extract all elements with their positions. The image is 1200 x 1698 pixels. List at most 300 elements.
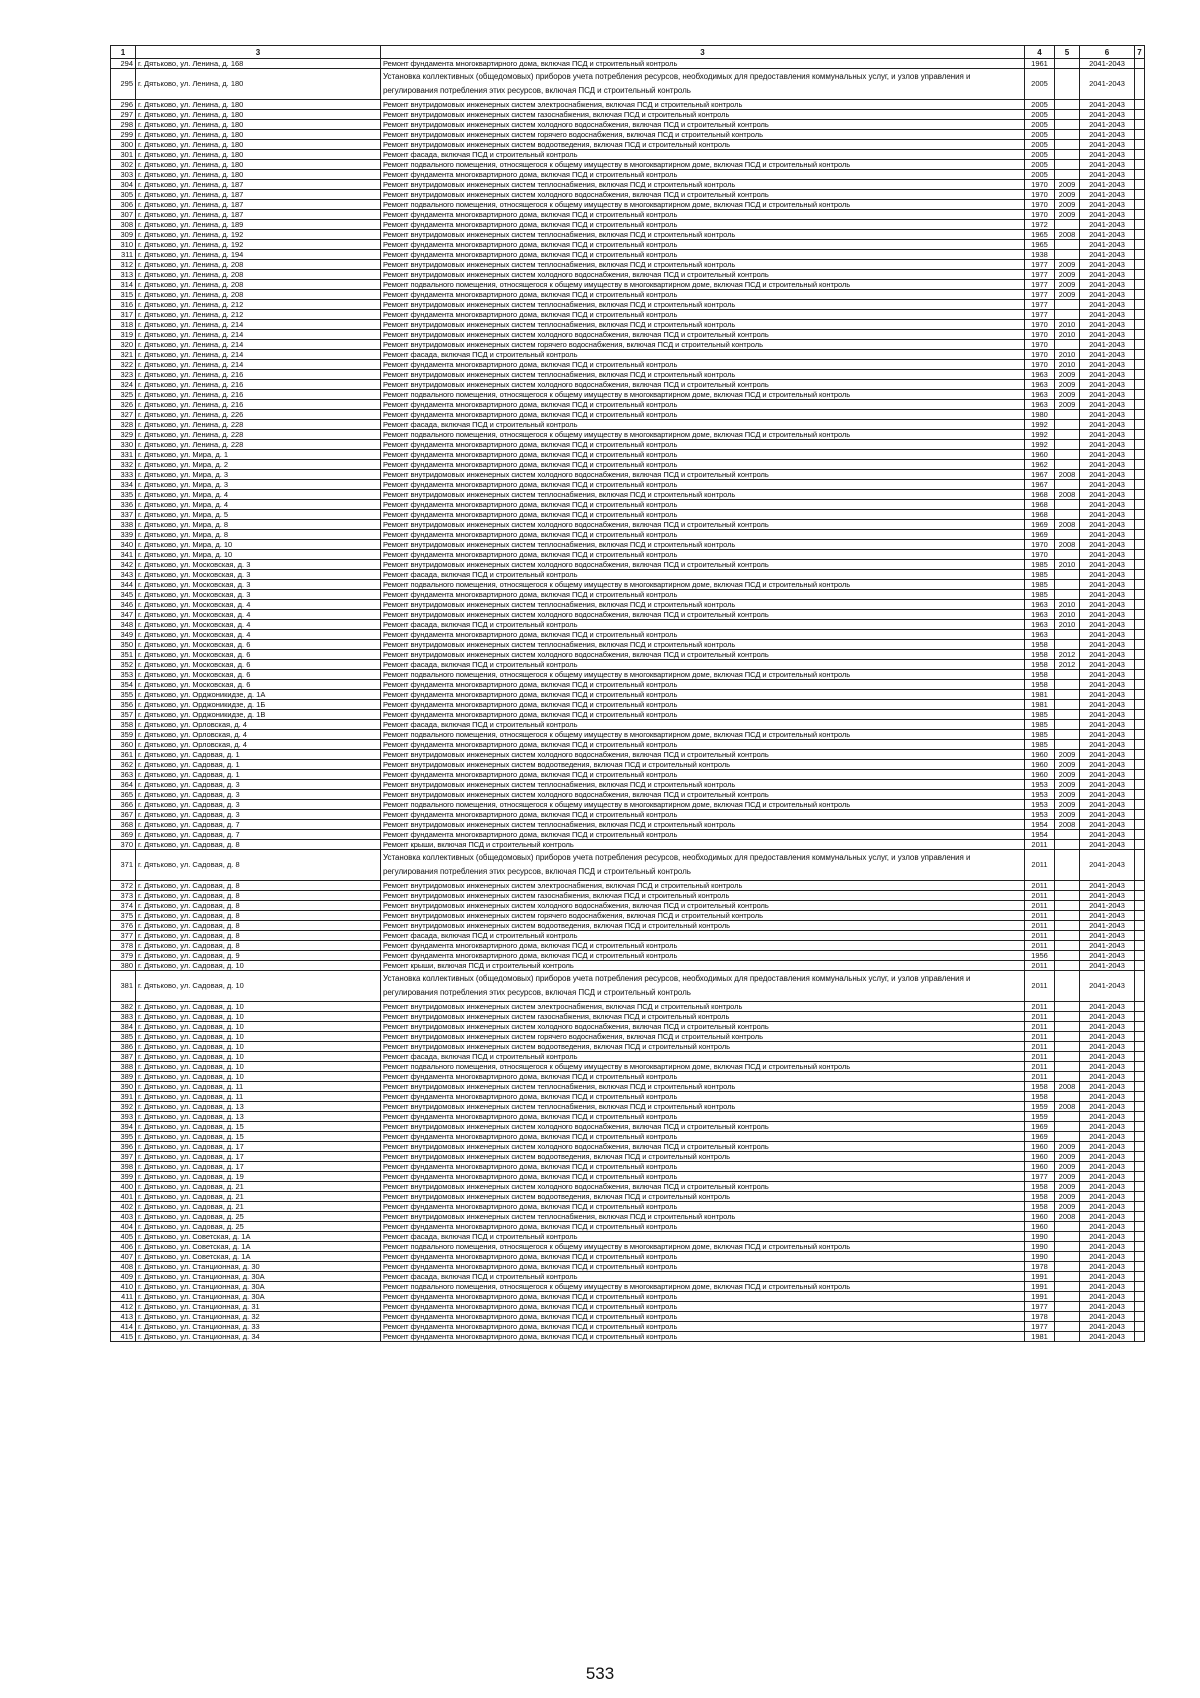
address-cell: г. Дятьково, ул. Мира, д. 4	[136, 490, 381, 500]
repair-schedule-table-container	[110, 45, 1144, 1342]
planned-period-cell: 2041-2043	[1080, 500, 1135, 510]
row-number-cell: 393	[111, 1112, 136, 1122]
planned-period-cell: 2041-2043	[1080, 901, 1135, 911]
planned-period-cell: 2041-2043	[1080, 550, 1135, 560]
address-cell: г. Дятьково, ул. Садовая, д. 10	[136, 1062, 381, 1072]
address-cell: г. Дятьково, ул. Московская, д. 4	[136, 600, 381, 610]
commission-year-cell: 1970	[1025, 540, 1055, 550]
work-type-cell: Ремонт фундамента многоквартирного дома, включая ПСД и строительный контроль	[381, 530, 1025, 540]
last-repair-year-cell	[1055, 1292, 1080, 1302]
commission-year-cell: 1985	[1025, 590, 1055, 600]
address-cell: г. Дятьково, ул. Садовая, д. 15	[136, 1122, 381, 1132]
table-row	[111, 580, 1145, 590]
address-cell: г. Дятьково, ул. Ленина, д. 214	[136, 340, 381, 350]
note-cell	[1135, 330, 1145, 340]
address-cell: г. Дятьково, ул. Московская, д. 4	[136, 620, 381, 630]
last-repair-year-cell	[1055, 1062, 1080, 1072]
last-repair-year-cell	[1055, 250, 1080, 260]
row-number-cell: 349	[111, 630, 136, 640]
table-row	[111, 971, 1145, 1002]
address-cell: г. Дятьково, ул. Садовая, д. 3	[136, 780, 381, 790]
work-type-cell: Ремонт фундамента многоквартирного дома, включая ПСД и строительный контроль	[381, 220, 1025, 230]
note-cell	[1135, 1172, 1145, 1182]
address-cell: г. Дятьково, ул. Московская, д. 3	[136, 560, 381, 570]
row-number-cell: 364	[111, 780, 136, 790]
note-cell	[1135, 1132, 1145, 1142]
table-row	[111, 1132, 1145, 1142]
commission-year-cell: 2005	[1025, 160, 1055, 170]
repair-schedule-table	[110, 45, 1145, 1342]
table-row	[111, 430, 1145, 440]
work-type-cell: Ремонт внутридомовых инженерных систем холодного водоснабжения, включая ПСД и строительный контроль	[381, 901, 1025, 911]
address-cell: г. Дятьково, ул. Мира, д. 10	[136, 540, 381, 550]
address-cell: г. Дятьково, ул. Садовая, д. 8	[136, 850, 381, 881]
row-number-cell: 415	[111, 1332, 136, 1342]
planned-period-cell: 2041-2043	[1080, 69, 1135, 100]
planned-period-cell: 2041-2043	[1080, 1182, 1135, 1192]
table-row	[111, 590, 1145, 600]
commission-year-cell: 1978	[1025, 1262, 1055, 1272]
last-repair-year-cell: 2009	[1055, 1172, 1080, 1182]
last-repair-year-cell	[1055, 1022, 1080, 1032]
commission-year-cell: 1990	[1025, 1232, 1055, 1242]
table-body	[111, 59, 1145, 1342]
commission-year-cell: 1977	[1025, 1322, 1055, 1332]
commission-year-cell: 1958	[1025, 1202, 1055, 1212]
row-number-cell: 413	[111, 1312, 136, 1322]
commission-year-cell: 1970	[1025, 340, 1055, 350]
address-cell: г. Дятьково, ул. Ленина, д. 214	[136, 360, 381, 370]
work-type-cell: Ремонт фундамента многоквартирного дома, включая ПСД и строительный контроль	[381, 460, 1025, 470]
work-type-cell: Ремонт внутридомовых инженерных систем холодного водоснабжения, включая ПСД и строительный контроль	[381, 1142, 1025, 1152]
row-number-cell: 390	[111, 1082, 136, 1092]
last-repair-year-cell: 2010	[1055, 350, 1080, 360]
table-row	[111, 1092, 1145, 1102]
work-type-cell: Ремонт фундамента многоквартирного дома, включая ПСД и строительный контроль	[381, 710, 1025, 720]
planned-period-cell: 2041-2043	[1080, 790, 1135, 800]
table-row	[111, 390, 1145, 400]
address-cell: г. Дятьково, ул. Садовая, д. 10	[136, 1072, 381, 1082]
table-row	[111, 160, 1145, 170]
work-type-cell: Ремонт фундамента многоквартирного дома, включая ПСД и строительный контроль	[381, 951, 1025, 961]
address-cell: г. Дятьково, ул. Мира, д. 10	[136, 550, 381, 560]
last-repair-year-cell	[1055, 911, 1080, 921]
commission-year-cell: 1969	[1025, 1132, 1055, 1142]
commission-year-cell: 1968	[1025, 500, 1055, 510]
note-cell	[1135, 1232, 1145, 1242]
note-cell	[1135, 1182, 1145, 1192]
note-cell	[1135, 170, 1145, 180]
last-repair-year-cell	[1055, 901, 1080, 911]
table-row	[111, 220, 1145, 230]
address-cell: г. Дятьково, ул. Мира, д. 4	[136, 500, 381, 510]
work-type-cell: Ремонт фундамента многоквартирного дома, включая ПСД и строительный контроль	[381, 1202, 1025, 1212]
planned-period-cell: 2041-2043	[1080, 1162, 1135, 1172]
note-cell	[1135, 700, 1145, 710]
work-type-cell: Установка коллективных (общедомовых) приборов учета потребления ресурсов, необходимых для предоставления коммунальных услуг, и узлов управления и регулирования потребления этих ресурсов, включая ПСД и строительный контроль	[381, 850, 1025, 881]
last-repair-year-cell	[1055, 630, 1080, 640]
commission-year-cell: 1969	[1025, 530, 1055, 540]
commission-year-cell: 1960	[1025, 1152, 1055, 1162]
note-cell	[1135, 961, 1145, 971]
note-cell	[1135, 350, 1145, 360]
work-type-cell: Ремонт подвального помещения, относящегося к общему имуществу в многоквартирном доме, включая ПСД и строительный контроль	[381, 670, 1025, 680]
address-cell: г. Дятьково, ул. Орловская, д. 4	[136, 720, 381, 730]
commission-year-cell: 1985	[1025, 560, 1055, 570]
address-cell: г. Дятьково, ул. Ленина, д. 212	[136, 300, 381, 310]
planned-period-cell: 2041-2043	[1080, 1022, 1135, 1032]
row-number-cell: 319	[111, 330, 136, 340]
commission-year-cell: 1958	[1025, 1192, 1055, 1202]
address-cell: г. Дятьково, ул. Орджоникидзе, д. 1Б	[136, 700, 381, 710]
planned-period-cell: 2041-2043	[1080, 840, 1135, 850]
commission-year-cell: 1985	[1025, 730, 1055, 740]
row-number-cell: 391	[111, 1092, 136, 1102]
commission-year-cell: 1970	[1025, 190, 1055, 200]
work-type-cell: Ремонт крыши, включая ПСД и строительный контроль	[381, 840, 1025, 850]
last-repair-year-cell	[1055, 500, 1080, 510]
address-cell: г. Дятьково, ул. Станционная, д. 33	[136, 1322, 381, 1332]
planned-period-cell: 2041-2043	[1080, 600, 1135, 610]
row-number-cell: 311	[111, 250, 136, 260]
note-cell	[1135, 941, 1145, 951]
work-type-cell: Ремонт фундамента многоквартирного дома, включая ПСД и строительный контроль	[381, 1072, 1025, 1082]
planned-period-cell: 2041-2043	[1080, 1062, 1135, 1072]
work-type-cell: Ремонт фундамента многоквартирного дома, включая ПСД и строительный контроль	[381, 1332, 1025, 1342]
row-number-cell: 332	[111, 460, 136, 470]
row-number-cell: 396	[111, 1142, 136, 1152]
planned-period-cell: 2041-2043	[1080, 430, 1135, 440]
row-number-cell: 411	[111, 1292, 136, 1302]
commission-year-cell: 2011	[1025, 961, 1055, 971]
commission-year-cell: 1980	[1025, 410, 1055, 420]
note-cell	[1135, 1122, 1145, 1132]
address-cell: г. Дятьково, ул. Садовая, д. 25	[136, 1212, 381, 1222]
planned-period-cell: 2041-2043	[1080, 830, 1135, 840]
last-repair-year-cell	[1055, 1252, 1080, 1262]
work-type-cell: Ремонт фундамента многоквартирного дома, включая ПСД и строительный контроль	[381, 1292, 1025, 1302]
commission-year-cell: 1970	[1025, 180, 1055, 190]
last-repair-year-cell: 2008	[1055, 820, 1080, 830]
table-row	[111, 921, 1145, 931]
table-row	[111, 710, 1145, 720]
table-row	[111, 610, 1145, 620]
table-row	[111, 770, 1145, 780]
commission-year-cell: 1967	[1025, 470, 1055, 480]
last-repair-year-cell	[1055, 951, 1080, 961]
note-cell	[1135, 1082, 1145, 1092]
note-cell	[1135, 430, 1145, 440]
address-cell: г. Дятьково, ул. Садовая, д. 10	[136, 961, 381, 971]
last-repair-year-cell: 2012	[1055, 660, 1080, 670]
work-type-cell: Ремонт подвального помещения, относящегося к общему имуществу в многоквартирном доме, включая ПСД и строительный контроль	[381, 1242, 1025, 1252]
row-number-cell: 347	[111, 610, 136, 620]
last-repair-year-cell	[1055, 110, 1080, 120]
planned-period-cell: 2041-2043	[1080, 1202, 1135, 1212]
commission-year-cell: 1977	[1025, 1302, 1055, 1312]
address-cell: г. Дятьково, ул. Садовая, д. 8	[136, 921, 381, 931]
address-cell: г. Дятьково, ул. Мира, д. 1	[136, 450, 381, 460]
note-cell	[1135, 590, 1145, 600]
work-type-cell: Ремонт фундамента многоквартирного дома, включая ПСД и строительный контроль	[381, 170, 1025, 180]
row-number-cell: 344	[111, 580, 136, 590]
table-row	[111, 690, 1145, 700]
last-repair-year-cell	[1055, 430, 1080, 440]
address-cell: г. Дятьково, ул. Садовая, д. 19	[136, 1172, 381, 1182]
work-type-cell: Ремонт фундамента многоквартирного дома, включая ПСД и строительный контроль	[381, 250, 1025, 260]
table-row	[111, 360, 1145, 370]
note-cell	[1135, 1262, 1145, 1272]
planned-period-cell: 2041-2043	[1080, 1262, 1135, 1272]
table-row	[111, 600, 1145, 610]
address-cell: г. Дятьково, ул. Ленина, д. 208	[136, 280, 381, 290]
last-repair-year-cell	[1055, 590, 1080, 600]
commission-year-cell: 2005	[1025, 110, 1055, 120]
last-repair-year-cell	[1055, 891, 1080, 901]
note-cell	[1135, 650, 1145, 660]
table-row	[111, 490, 1145, 500]
table-row	[111, 670, 1145, 680]
address-cell: г. Дятьково, ул. Ленина, д. 214	[136, 350, 381, 360]
note-cell	[1135, 450, 1145, 460]
planned-period-cell: 2041-2043	[1080, 1322, 1135, 1332]
planned-period-cell: 2041-2043	[1080, 470, 1135, 480]
address-cell: г. Дятьково, ул. Станционная, д. 30	[136, 1262, 381, 1272]
last-repair-year-cell	[1055, 1242, 1080, 1252]
work-type-cell: Ремонт фундамента многоквартирного дома, включая ПСД и строительный контроль	[381, 690, 1025, 700]
planned-period-cell: 2041-2043	[1080, 280, 1135, 290]
table-row	[111, 1292, 1145, 1302]
address-cell: г. Дятьково, ул. Садовая, д. 7	[136, 820, 381, 830]
table-row	[111, 520, 1145, 530]
last-repair-year-cell: 2009	[1055, 1162, 1080, 1172]
work-type-cell: Ремонт фасада, включая ПСД и строительный контроль	[381, 1232, 1025, 1242]
address-cell: г. Дятьково, ул. Ленина, д. 192	[136, 240, 381, 250]
work-type-cell: Ремонт внутридомовых инженерных систем холодного водоснабжения, включая ПСД и строительный контроль	[381, 190, 1025, 200]
note-cell	[1135, 400, 1145, 410]
commission-year-cell: 2011	[1025, 881, 1055, 891]
address-cell: г. Дятьково, ул. Московская, д. 6	[136, 640, 381, 650]
note-cell	[1135, 1102, 1145, 1112]
column-number-header: 1	[111, 46, 136, 59]
address-cell: г. Дятьково, ул. Станционная, д. 30А	[136, 1272, 381, 1282]
note-cell	[1135, 600, 1145, 610]
row-number-cell: 366	[111, 800, 136, 810]
table-row	[111, 1102, 1145, 1112]
commission-year-cell: 1978	[1025, 1312, 1055, 1322]
commission-year-cell: 1968	[1025, 510, 1055, 520]
planned-period-cell: 2041-2043	[1080, 1082, 1135, 1092]
commission-year-cell: 1972	[1025, 220, 1055, 230]
last-repair-year-cell: 2009	[1055, 780, 1080, 790]
address-cell: г. Дятьково, ул. Ленина, д. 212	[136, 310, 381, 320]
planned-period-cell: 2041-2043	[1080, 1282, 1135, 1292]
work-type-cell: Ремонт фундамента многоквартирного дома, включая ПСД и строительный контроль	[381, 240, 1025, 250]
address-cell: г. Дятьково, ул. Ленина, д. 180	[136, 150, 381, 160]
last-repair-year-cell: 2009	[1055, 1182, 1080, 1192]
commission-year-cell: 2011	[1025, 1022, 1055, 1032]
planned-period-cell: 2041-2043	[1080, 460, 1135, 470]
commission-year-cell: 2005	[1025, 170, 1055, 180]
work-type-cell: Ремонт подвального помещения, относящегося к общему имуществу в многоквартирном доме, включая ПСД и строительный контроль	[381, 200, 1025, 210]
note-cell	[1135, 1282, 1145, 1292]
table-row	[111, 1282, 1145, 1292]
commission-year-cell: 1981	[1025, 700, 1055, 710]
work-type-cell: Ремонт фундамента многоквартирного дома, включая ПСД и строительный контроль	[381, 770, 1025, 780]
note-cell	[1135, 780, 1145, 790]
row-number-cell: 398	[111, 1162, 136, 1172]
commission-year-cell: 2011	[1025, 1052, 1055, 1062]
last-repair-year-cell: 2009	[1055, 180, 1080, 190]
row-number-cell: 405	[111, 1232, 136, 1242]
note-cell	[1135, 760, 1145, 770]
row-number-cell: 385	[111, 1032, 136, 1042]
commission-year-cell: 1959	[1025, 1102, 1055, 1112]
row-number-cell: 403	[111, 1212, 136, 1222]
table-row	[111, 69, 1145, 100]
note-cell	[1135, 570, 1145, 580]
address-cell: г. Дятьково, ул. Садовая, д. 10	[136, 971, 381, 1002]
last-repair-year-cell	[1055, 931, 1080, 941]
work-type-cell: Ремонт фундамента многоквартирного дома, включая ПСД и строительный контроль	[381, 1132, 1025, 1142]
work-type-cell: Ремонт фундамента многоквартирного дома, включая ПСД и строительный контроль	[381, 630, 1025, 640]
work-type-cell: Ремонт фундамента многоквартирного дома, включая ПСД и строительный контроль	[381, 700, 1025, 710]
row-number-cell: 294	[111, 59, 136, 69]
commission-year-cell: 1985	[1025, 710, 1055, 720]
row-number-cell: 397	[111, 1152, 136, 1162]
row-number-cell: 410	[111, 1282, 136, 1292]
table-row	[111, 1032, 1145, 1042]
planned-period-cell: 2041-2043	[1080, 1242, 1135, 1252]
note-cell	[1135, 921, 1145, 931]
row-number-cell: 322	[111, 360, 136, 370]
row-number-cell: 297	[111, 110, 136, 120]
work-type-cell: Ремонт внутридомовых инженерных систем холодного водоснабжения, включая ПСД и строительный контроль	[381, 610, 1025, 620]
row-number-cell: 317	[111, 310, 136, 320]
note-cell	[1135, 620, 1145, 630]
planned-period-cell: 2041-2043	[1080, 640, 1135, 650]
note-cell	[1135, 1092, 1145, 1102]
address-cell: г. Дятьково, ул. Ленина, д. 208	[136, 270, 381, 280]
work-type-cell: Ремонт фундамента многоквартирного дома, включая ПСД и строительный контроль	[381, 450, 1025, 460]
address-cell: г. Дятьково, ул. Ленина, д. 180	[136, 130, 381, 140]
planned-period-cell: 2041-2043	[1080, 630, 1135, 640]
note-cell	[1135, 250, 1145, 260]
table-row	[111, 540, 1145, 550]
address-cell: г. Дятьково, ул. Ленина, д. 180	[136, 69, 381, 100]
work-type-cell: Ремонт фундамента многоквартирного дома, включая ПСД и строительный контроль	[381, 1302, 1025, 1312]
planned-period-cell: 2041-2043	[1080, 310, 1135, 320]
commission-year-cell: 1992	[1025, 440, 1055, 450]
row-number-cell: 328	[111, 420, 136, 430]
work-type-cell: Ремонт фундамента многоквартирного дома, включая ПСД и строительный контроль	[381, 550, 1025, 560]
address-cell: г. Дятьково, ул. Станционная, д. 31	[136, 1302, 381, 1312]
row-number-cell: 345	[111, 590, 136, 600]
row-number-cell: 338	[111, 520, 136, 530]
note-cell	[1135, 840, 1145, 850]
planned-period-cell: 2041-2043	[1080, 810, 1135, 820]
note-cell	[1135, 690, 1145, 700]
commission-year-cell: 1958	[1025, 1082, 1055, 1092]
table-row	[111, 790, 1145, 800]
table-row	[111, 1212, 1145, 1222]
work-type-cell: Ремонт фундамента многоквартирного дома, включая ПСД и строительный контроль	[381, 1172, 1025, 1182]
planned-period-cell: 2041-2043	[1080, 170, 1135, 180]
planned-period-cell: 2041-2043	[1080, 1132, 1135, 1142]
work-type-cell: Ремонт фасада, включая ПСД и строительный контроль	[381, 1272, 1025, 1282]
note-cell	[1135, 120, 1145, 130]
table-row	[111, 1182, 1145, 1192]
address-cell: г. Дятьково, ул. Советская, д. 1А	[136, 1232, 381, 1242]
planned-period-cell: 2041-2043	[1080, 180, 1135, 190]
note-cell	[1135, 190, 1145, 200]
planned-period-cell: 2041-2043	[1080, 1092, 1135, 1102]
last-repair-year-cell	[1055, 881, 1080, 891]
note-cell	[1135, 830, 1145, 840]
address-cell: г. Дятьково, ул. Ленина, д. 180	[136, 170, 381, 180]
commission-year-cell: 1960	[1025, 1162, 1055, 1172]
commission-year-cell: 1960	[1025, 1222, 1055, 1232]
commission-year-cell: 1977	[1025, 300, 1055, 310]
work-type-cell: Ремонт фундамента многоквартирного дома, включая ПСД и строительный контроль	[381, 500, 1025, 510]
note-cell	[1135, 1192, 1145, 1202]
address-cell: г. Дятьково, ул. Ленина, д. 180	[136, 160, 381, 170]
note-cell	[1135, 750, 1145, 760]
row-number-cell: 320	[111, 340, 136, 350]
row-number-cell: 392	[111, 1102, 136, 1112]
note-cell	[1135, 1142, 1145, 1152]
row-number-cell: 404	[111, 1222, 136, 1232]
commission-year-cell: 1968	[1025, 490, 1055, 500]
work-type-cell: Ремонт фундамента многоквартирного дома, включая ПСД и строительный контроль	[381, 400, 1025, 410]
commission-year-cell: 1990	[1025, 1242, 1055, 1252]
row-number-cell: 368	[111, 820, 136, 830]
planned-period-cell: 2041-2043	[1080, 160, 1135, 170]
work-type-cell: Ремонт фундамента многоквартирного дома, включая ПСД и строительный контроль	[381, 1162, 1025, 1172]
planned-period-cell: 2041-2043	[1080, 760, 1135, 770]
address-cell: г. Дятьково, ул. Советская, д. 1А	[136, 1242, 381, 1252]
row-number-cell: 406	[111, 1242, 136, 1252]
note-cell	[1135, 1152, 1145, 1162]
work-type-cell: Ремонт внутридомовых инженерных систем холодного водоснабжения, включая ПСД и строительный контроль	[381, 750, 1025, 760]
note-cell	[1135, 1202, 1145, 1212]
last-repair-year-cell	[1055, 1322, 1080, 1332]
last-repair-year-cell	[1055, 1222, 1080, 1232]
work-type-cell: Ремонт внутридомовых инженерных систем теплоснабжения, включая ПСД и строительный контроль	[381, 370, 1025, 380]
row-number-cell: 412	[111, 1302, 136, 1312]
last-repair-year-cell	[1055, 100, 1080, 110]
planned-period-cell: 2041-2043	[1080, 340, 1135, 350]
row-number-cell: 351	[111, 650, 136, 660]
planned-period-cell: 2041-2043	[1080, 620, 1135, 630]
address-cell: г. Дятьково, ул. Ленина, д. 189	[136, 220, 381, 230]
last-repair-year-cell	[1055, 530, 1080, 540]
planned-period-cell: 2041-2043	[1080, 270, 1135, 280]
planned-period-cell: 2041-2043	[1080, 260, 1135, 270]
work-type-cell: Ремонт внутридомовых инженерных систем газоснабжения, включая ПСД и строительный контроль	[381, 891, 1025, 901]
row-number-cell: 353	[111, 670, 136, 680]
last-repair-year-cell	[1055, 710, 1080, 720]
row-number-cell: 367	[111, 810, 136, 820]
commission-year-cell: 1970	[1025, 550, 1055, 560]
planned-period-cell: 2041-2043	[1080, 450, 1135, 460]
last-repair-year-cell: 2008	[1055, 540, 1080, 550]
address-cell: г. Дятьково, ул. Станционная, д. 34	[136, 1332, 381, 1342]
row-number-cell: 306	[111, 200, 136, 210]
work-type-cell: Ремонт фундамента многоквартирного дома, включая ПСД и строительный контроль	[381, 680, 1025, 690]
row-number-cell: 399	[111, 1172, 136, 1182]
table-row	[111, 1062, 1145, 1072]
